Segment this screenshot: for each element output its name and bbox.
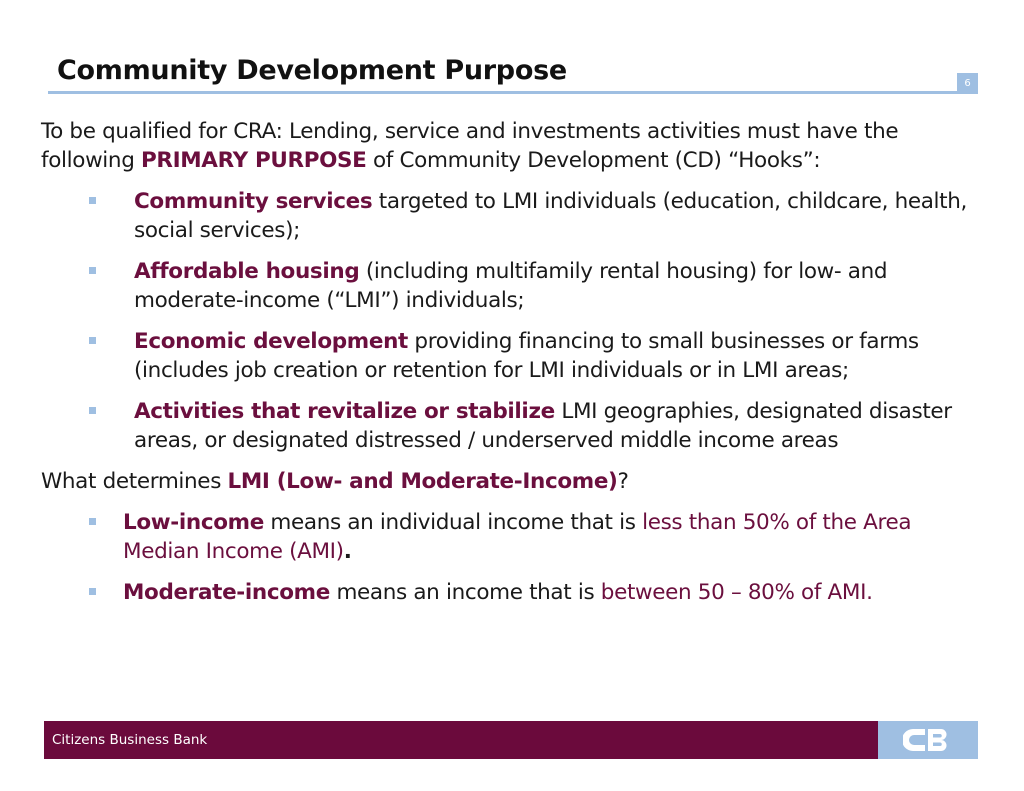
lmi-definitions-list [41,508,991,607]
slide-title: Community Development Purpose [57,55,567,86]
list-item [41,578,991,607]
hook-label: Community services [134,189,373,214]
intro-text-end: of Community Development (CD) “Hooks”: [366,148,821,173]
lmi-highlight: LMI (Low- and Moderate-Income) [227,469,618,494]
lmi-question [41,467,991,496]
income-range: less than 50% of the Area Median Income (AMI) [123,510,912,564]
intro-paragraph [41,117,991,175]
cb-logo-icon [878,721,978,759]
hook-text: targeted to LMI individuals (education, childcare, health, social services); [134,189,968,243]
list-item [41,397,991,455]
intro-text: To be qualified for CRA: Lending, service and investments activities must have the following [41,119,899,173]
bank-name: Citizens Business Bank [52,732,208,748]
bullet-icon [89,197,96,204]
list-item [41,508,991,566]
list-item [41,257,991,315]
lmi-question-end: ? [617,469,629,494]
hook-text: (including multifamily rental housing) for low- and moderate-income (“LMI”) individuals; [134,259,888,313]
primary-purpose-highlight: PRIMARY PURPOSE [141,148,367,173]
bullet-icon [89,518,96,525]
footer-bar [44,721,878,759]
hook-label: Affordable housing [134,259,360,284]
hook-text: providing financing to small businesses or farms (includes job creation or retention for LMI individuals or in LMI areas; [134,329,919,383]
list-item [41,187,991,245]
list-item [41,327,991,385]
hook-label: Activities that revitalize or stabilize [134,399,555,424]
cd-hooks-list [41,187,991,455]
definition-text: means an individual income that is [263,510,643,535]
definition-text: means an income that is [329,580,601,605]
income-range: between 50 – 80% of AMI. [600,580,873,605]
definition-end: . [343,539,352,564]
title-underline [48,91,978,94]
bullet-icon [89,407,96,414]
hook-label: Economic development [134,329,408,354]
cb-logo-mark [903,726,953,754]
bullet-icon [89,588,96,595]
definition-label: Low-income [123,510,264,535]
definition-label: Moderate-income [123,580,330,605]
slide-body [41,117,991,607]
bullet-icon [89,267,96,274]
bullet-icon [89,337,96,344]
page-number: 6 [957,73,978,94]
hook-text: LMI geographies, designated disaster areas, or designated distressed / underserved middle income areas [134,399,952,453]
lmi-question-text: What determines [41,469,228,494]
